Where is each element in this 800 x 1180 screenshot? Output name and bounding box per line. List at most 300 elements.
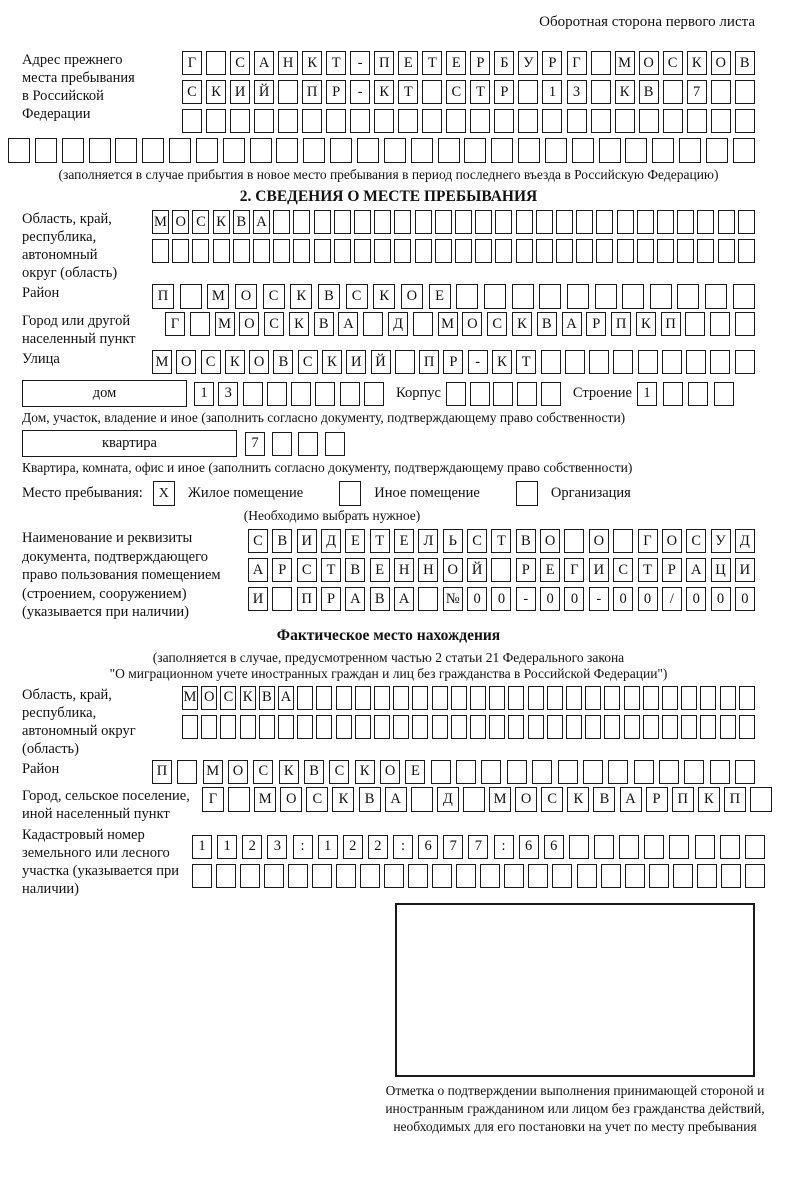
char-cell[interactable] xyxy=(330,138,352,163)
char-cell[interactable] xyxy=(35,138,57,163)
char-cell[interactable] xyxy=(293,210,310,234)
char-cell[interactable]: К xyxy=(615,80,635,104)
char-cell[interactable] xyxy=(617,239,634,263)
char-cell[interactable] xyxy=(451,686,467,710)
char-cell[interactable]: В xyxy=(233,210,250,234)
char-cell[interactable] xyxy=(278,80,298,104)
char-cell[interactable] xyxy=(556,210,573,234)
char-cell[interactable] xyxy=(422,80,442,104)
char-cell[interactable] xyxy=(180,284,202,309)
char-cell[interactable]: О xyxy=(239,312,259,336)
char-cell[interactable] xyxy=(115,138,137,163)
char-cell[interactable] xyxy=(572,138,594,163)
char-cell[interactable]: К xyxy=(225,350,245,374)
char-cell[interactable]: П xyxy=(152,284,174,309)
char-cell[interactable]: В xyxy=(345,558,365,582)
char-cell[interactable] xyxy=(643,686,659,710)
char-cell[interactable] xyxy=(293,239,310,263)
char-cell[interactable]: А xyxy=(248,558,268,582)
char-cell[interactable] xyxy=(596,210,613,234)
char-cell[interactable]: С xyxy=(220,686,236,710)
char-cell[interactable] xyxy=(619,835,639,859)
char-cell[interactable] xyxy=(516,239,533,263)
char-cell[interactable]: И xyxy=(248,587,268,611)
char-cell[interactable]: С xyxy=(298,350,318,374)
char-cell[interactable] xyxy=(278,109,298,133)
char-cell[interactable] xyxy=(576,239,593,263)
char-cell[interactable] xyxy=(591,80,611,104)
char-cell[interactable] xyxy=(539,284,561,309)
char-cell[interactable] xyxy=(512,284,534,309)
char-cell[interactable] xyxy=(541,382,561,406)
char-cell[interactable] xyxy=(303,138,325,163)
char-cell[interactable]: 1 xyxy=(318,835,338,859)
char-cell[interactable]: С xyxy=(686,529,706,553)
char-cell[interactable]: М xyxy=(215,312,235,336)
char-cell[interactable] xyxy=(617,210,634,234)
char-cell[interactable]: В xyxy=(639,80,659,104)
char-cell[interactable]: Е xyxy=(345,529,365,553)
char-cell[interactable]: В xyxy=(359,787,381,812)
char-cell[interactable] xyxy=(552,864,572,888)
char-cell[interactable] xyxy=(374,210,391,234)
char-cell[interactable]: К xyxy=(374,80,394,104)
char-cell[interactable] xyxy=(291,382,311,406)
char-cell[interactable]: О xyxy=(589,529,609,553)
char-cell[interactable] xyxy=(735,80,755,104)
char-cell[interactable] xyxy=(316,686,332,710)
char-cell[interactable] xyxy=(142,138,164,163)
char-cell[interactable] xyxy=(720,715,736,739)
char-cell[interactable] xyxy=(637,239,654,263)
char-cell[interactable] xyxy=(508,686,524,710)
char-cell[interactable]: Е xyxy=(370,558,390,582)
char-cell[interactable]: А xyxy=(345,587,365,611)
char-cell[interactable] xyxy=(250,138,272,163)
char-cell[interactable]: О xyxy=(540,529,560,553)
char-cell[interactable] xyxy=(192,239,209,263)
char-cell[interactable]: М xyxy=(203,760,223,784)
char-cell[interactable] xyxy=(489,686,505,710)
char-cell[interactable]: М xyxy=(152,350,172,374)
char-cell[interactable]: В xyxy=(273,350,293,374)
char-cell[interactable]: К xyxy=(567,787,589,812)
char-cell[interactable] xyxy=(624,715,640,739)
char-cell[interactable]: А xyxy=(562,312,582,336)
char-cell[interactable] xyxy=(334,210,351,234)
char-cell[interactable] xyxy=(567,284,589,309)
char-cell[interactable]: П xyxy=(672,787,694,812)
char-cell[interactable] xyxy=(594,835,614,859)
char-cell[interactable]: Д xyxy=(437,787,459,812)
char-cell[interactable] xyxy=(272,587,292,611)
char-cell[interactable] xyxy=(625,138,647,163)
char-cell[interactable] xyxy=(374,686,390,710)
char-cell[interactable] xyxy=(662,350,682,374)
char-cell[interactable] xyxy=(415,210,432,234)
char-cell[interactable] xyxy=(326,109,346,133)
char-cell[interactable] xyxy=(577,864,597,888)
char-cell[interactable]: У xyxy=(711,529,731,553)
char-cell[interactable] xyxy=(354,239,371,263)
char-cell[interactable] xyxy=(700,715,716,739)
char-cell[interactable]: Т xyxy=(422,51,442,75)
char-cell[interactable] xyxy=(223,138,245,163)
char-cell[interactable] xyxy=(507,760,527,784)
char-cell[interactable]: К xyxy=(636,312,656,336)
char-cell[interactable] xyxy=(435,210,452,234)
char-cell[interactable] xyxy=(714,382,734,406)
char-cell[interactable] xyxy=(745,835,765,859)
char-cell[interactable] xyxy=(481,760,501,784)
char-cell[interactable] xyxy=(718,210,735,234)
char-cell[interactable]: С xyxy=(192,210,209,234)
char-cell[interactable] xyxy=(206,51,226,75)
char-cell[interactable] xyxy=(735,109,755,133)
char-cell[interactable] xyxy=(240,715,256,739)
char-cell[interactable]: А xyxy=(394,587,414,611)
char-cell[interactable] xyxy=(589,350,609,374)
char-cell[interactable]: 6 xyxy=(519,835,539,859)
char-cell[interactable]: М xyxy=(254,787,276,812)
char-cell[interactable] xyxy=(412,715,428,739)
char-cell[interactable]: О xyxy=(639,51,659,75)
char-cell[interactable] xyxy=(745,864,765,888)
char-cell[interactable]: О xyxy=(249,350,269,374)
char-cell[interactable] xyxy=(528,715,544,739)
char-cell[interactable] xyxy=(298,432,318,456)
char-cell[interactable]: И xyxy=(735,558,755,582)
char-cell[interactable] xyxy=(750,787,772,812)
char-cell[interactable] xyxy=(569,835,589,859)
char-cell[interactable]: В xyxy=(314,312,334,336)
char-cell[interactable] xyxy=(516,210,533,234)
char-cell[interactable] xyxy=(395,350,415,374)
char-cell[interactable] xyxy=(681,686,697,710)
char-cell[interactable]: М xyxy=(615,51,635,75)
char-cell[interactable]: С xyxy=(346,284,368,309)
char-cell[interactable] xyxy=(596,239,613,263)
char-cell[interactable]: Т xyxy=(516,350,536,374)
char-cell[interactable] xyxy=(735,350,755,374)
char-cell[interactable] xyxy=(435,239,452,263)
char-cell[interactable] xyxy=(491,138,513,163)
char-cell[interactable]: Т xyxy=(470,80,490,104)
char-cell[interactable] xyxy=(240,864,260,888)
char-cell[interactable]: К xyxy=(322,350,342,374)
char-cell[interactable]: В xyxy=(259,686,275,710)
char-cell[interactable]: 1 xyxy=(192,835,212,859)
char-cell[interactable] xyxy=(315,382,335,406)
char-cell[interactable]: Е xyxy=(398,51,418,75)
char-cell[interactable]: 0 xyxy=(711,587,731,611)
char-cell[interactable] xyxy=(259,715,275,739)
char-cell[interactable] xyxy=(697,239,714,263)
stay-option-checkbox-2[interactable] xyxy=(339,481,361,506)
char-cell[interactable]: 7 xyxy=(468,835,488,859)
char-cell[interactable] xyxy=(384,864,404,888)
char-cell[interactable] xyxy=(585,686,601,710)
char-cell[interactable] xyxy=(254,109,274,133)
char-cell[interactable] xyxy=(673,864,693,888)
char-cell[interactable]: Е xyxy=(405,760,425,784)
char-cell[interactable]: Д xyxy=(321,529,341,553)
char-cell[interactable]: С xyxy=(467,529,487,553)
char-cell[interactable] xyxy=(272,432,292,456)
char-cell[interactable] xyxy=(495,210,512,234)
char-cell[interactable] xyxy=(677,284,699,309)
char-cell[interactable]: Р xyxy=(646,787,668,812)
char-cell[interactable] xyxy=(489,715,505,739)
char-cell[interactable] xyxy=(528,864,548,888)
char-cell[interactable] xyxy=(190,312,210,336)
char-cell[interactable] xyxy=(432,864,452,888)
char-cell[interactable]: Т xyxy=(370,529,390,553)
char-cell[interactable]: П xyxy=(419,350,439,374)
char-cell[interactable] xyxy=(297,715,313,739)
char-cell[interactable] xyxy=(418,587,438,611)
char-cell[interactable]: Т xyxy=(491,529,511,553)
char-cell[interactable] xyxy=(576,210,593,234)
char-cell[interactable] xyxy=(695,835,715,859)
char-cell[interactable]: М xyxy=(182,686,198,710)
char-cell[interactable] xyxy=(738,210,755,234)
char-cell[interactable] xyxy=(233,239,250,263)
char-cell[interactable]: О xyxy=(662,529,682,553)
char-cell[interactable]: Г xyxy=(182,51,202,75)
char-cell[interactable]: Е xyxy=(540,558,560,582)
char-cell[interactable] xyxy=(711,80,731,104)
char-cell[interactable]: Н xyxy=(278,51,298,75)
char-cell[interactable] xyxy=(273,210,290,234)
char-cell[interactable] xyxy=(735,760,755,784)
char-cell[interactable]: 7 xyxy=(687,80,707,104)
char-cell[interactable] xyxy=(508,715,524,739)
char-cell[interactable]: Р xyxy=(494,80,514,104)
char-cell[interactable] xyxy=(491,558,511,582)
char-cell[interactable]: П xyxy=(374,51,394,75)
char-cell[interactable]: В xyxy=(593,787,615,812)
char-cell[interactable]: 1 xyxy=(637,382,657,406)
char-cell[interactable] xyxy=(657,239,674,263)
char-cell[interactable] xyxy=(273,239,290,263)
char-cell[interactable] xyxy=(604,686,620,710)
char-cell[interactable]: Ь xyxy=(443,529,463,553)
char-cell[interactable] xyxy=(470,382,490,406)
char-cell[interactable] xyxy=(634,760,654,784)
char-cell[interactable] xyxy=(624,686,640,710)
char-cell[interactable] xyxy=(652,138,674,163)
char-cell[interactable]: - xyxy=(350,51,370,75)
char-cell[interactable]: П xyxy=(661,312,681,336)
char-cell[interactable]: 0 xyxy=(735,587,755,611)
char-cell[interactable] xyxy=(518,109,538,133)
char-cell[interactable] xyxy=(302,109,322,133)
char-cell[interactable] xyxy=(705,284,727,309)
char-cell[interactable]: К xyxy=(373,284,395,309)
char-cell[interactable]: / xyxy=(662,587,682,611)
char-cell[interactable]: К xyxy=(213,210,230,234)
char-cell[interactable] xyxy=(566,715,582,739)
char-cell[interactable]: К xyxy=(206,80,226,104)
char-cell[interactable] xyxy=(733,138,755,163)
char-cell[interactable]: А xyxy=(338,312,358,336)
char-cell[interactable]: - xyxy=(468,350,488,374)
char-cell[interactable] xyxy=(422,109,442,133)
char-cell[interactable]: В xyxy=(537,312,557,336)
char-cell[interactable] xyxy=(669,835,689,859)
char-cell[interactable] xyxy=(662,715,678,739)
char-cell[interactable]: С xyxy=(201,350,221,374)
char-cell[interactable]: К xyxy=(512,312,532,336)
char-cell[interactable]: П xyxy=(302,80,322,104)
char-cell[interactable] xyxy=(446,382,466,406)
char-cell[interactable] xyxy=(398,109,418,133)
char-cell[interactable]: 0 xyxy=(613,587,633,611)
char-cell[interactable] xyxy=(639,109,659,133)
char-cell[interactable] xyxy=(718,239,735,263)
char-cell[interactable] xyxy=(613,529,633,553)
char-cell[interactable] xyxy=(518,80,538,104)
char-cell[interactable] xyxy=(542,109,562,133)
char-cell[interactable]: Д xyxy=(388,312,408,336)
char-cell[interactable]: С xyxy=(253,760,273,784)
char-cell[interactable] xyxy=(567,109,587,133)
char-cell[interactable] xyxy=(455,239,472,263)
char-cell[interactable] xyxy=(297,686,313,710)
char-cell[interactable]: Й xyxy=(467,558,487,582)
char-cell[interactable]: В xyxy=(370,587,390,611)
char-cell[interactable] xyxy=(720,686,736,710)
char-cell[interactable] xyxy=(739,715,755,739)
char-cell[interactable]: С xyxy=(297,558,317,582)
char-cell[interactable]: Т xyxy=(398,80,418,104)
char-cell[interactable] xyxy=(355,715,371,739)
char-cell[interactable] xyxy=(413,312,433,336)
char-cell[interactable]: Р xyxy=(443,350,463,374)
char-cell[interactable]: П xyxy=(152,760,172,784)
char-cell[interactable]: М xyxy=(152,210,169,234)
char-cell[interactable] xyxy=(364,382,384,406)
char-cell[interactable]: Г xyxy=(564,558,584,582)
char-cell[interactable] xyxy=(278,715,294,739)
char-cell[interactable] xyxy=(644,835,664,859)
char-cell[interactable] xyxy=(334,239,351,263)
char-cell[interactable] xyxy=(264,864,284,888)
char-cell[interactable] xyxy=(643,715,659,739)
char-cell[interactable]: К xyxy=(279,760,299,784)
char-cell[interactable] xyxy=(475,210,492,234)
char-cell[interactable] xyxy=(360,864,380,888)
char-cell[interactable]: Т xyxy=(321,558,341,582)
char-cell[interactable] xyxy=(363,312,383,336)
char-cell[interactable] xyxy=(374,715,390,739)
char-cell[interactable]: О xyxy=(235,284,257,309)
char-cell[interactable] xyxy=(470,715,486,739)
char-cell[interactable]: Е xyxy=(446,51,466,75)
char-cell[interactable]: 0 xyxy=(638,587,658,611)
char-cell[interactable]: № xyxy=(443,587,463,611)
char-cell[interactable]: 0 xyxy=(540,587,560,611)
char-cell[interactable] xyxy=(710,760,730,784)
char-cell[interactable] xyxy=(711,109,731,133)
char-cell[interactable]: И xyxy=(297,529,317,553)
char-cell[interactable] xyxy=(446,109,466,133)
char-cell[interactable]: С xyxy=(663,51,683,75)
char-cell[interactable]: А xyxy=(620,787,642,812)
char-cell[interactable] xyxy=(336,715,352,739)
char-cell[interactable]: 3 xyxy=(267,835,287,859)
char-cell[interactable] xyxy=(288,864,308,888)
char-cell[interactable]: О xyxy=(228,760,248,784)
char-cell[interactable] xyxy=(677,210,694,234)
char-cell[interactable]: Р xyxy=(321,587,341,611)
char-cell[interactable] xyxy=(374,109,394,133)
char-cell[interactable]: 0 xyxy=(686,587,706,611)
char-cell[interactable] xyxy=(583,760,603,784)
char-cell[interactable] xyxy=(494,109,514,133)
char-cell[interactable]: В xyxy=(735,51,755,75)
char-cell[interactable] xyxy=(659,760,679,784)
char-cell[interactable]: С xyxy=(329,760,349,784)
char-cell[interactable] xyxy=(384,138,406,163)
char-cell[interactable]: О xyxy=(176,350,196,374)
char-cell[interactable] xyxy=(394,239,411,263)
char-cell[interactable] xyxy=(595,284,617,309)
char-cell[interactable]: С xyxy=(613,558,633,582)
char-cell[interactable] xyxy=(354,210,371,234)
char-cell[interactable] xyxy=(177,760,197,784)
char-cell[interactable]: М xyxy=(489,787,511,812)
char-cell[interactable] xyxy=(411,138,433,163)
char-cell[interactable]: Р xyxy=(516,558,536,582)
char-cell[interactable] xyxy=(662,686,678,710)
char-cell[interactable] xyxy=(622,284,644,309)
char-cell[interactable] xyxy=(681,715,697,739)
char-cell[interactable]: Г xyxy=(638,529,658,553)
char-cell[interactable]: Т xyxy=(638,558,658,582)
char-cell[interactable] xyxy=(228,787,250,812)
char-cell[interactable]: К xyxy=(698,787,720,812)
char-cell[interactable] xyxy=(394,210,411,234)
char-cell[interactable]: П xyxy=(724,787,746,812)
char-cell[interactable]: И xyxy=(346,350,366,374)
char-cell[interactable]: М xyxy=(438,312,458,336)
char-cell[interactable]: 1 xyxy=(217,835,237,859)
char-cell[interactable] xyxy=(608,760,628,784)
char-cell[interactable] xyxy=(657,210,674,234)
char-cell[interactable]: К xyxy=(492,350,512,374)
char-cell[interactable]: О xyxy=(443,558,463,582)
char-cell[interactable] xyxy=(599,138,621,163)
char-cell[interactable]: - xyxy=(589,587,609,611)
stay-option-checkbox-1[interactable]: X xyxy=(153,481,175,506)
char-cell[interactable] xyxy=(182,715,198,739)
char-cell[interactable] xyxy=(350,109,370,133)
char-cell[interactable]: А xyxy=(278,686,294,710)
char-cell[interactable] xyxy=(663,80,683,104)
char-cell[interactable]: О xyxy=(380,760,400,784)
char-cell[interactable]: В xyxy=(516,529,536,553)
char-cell[interactable] xyxy=(684,760,704,784)
char-cell[interactable] xyxy=(408,864,428,888)
char-cell[interactable] xyxy=(685,312,705,336)
char-cell[interactable] xyxy=(432,715,448,739)
char-cell[interactable] xyxy=(686,350,706,374)
char-cell[interactable]: О xyxy=(172,210,189,234)
char-cell[interactable] xyxy=(706,138,728,163)
char-cell[interactable]: 0 xyxy=(467,587,487,611)
